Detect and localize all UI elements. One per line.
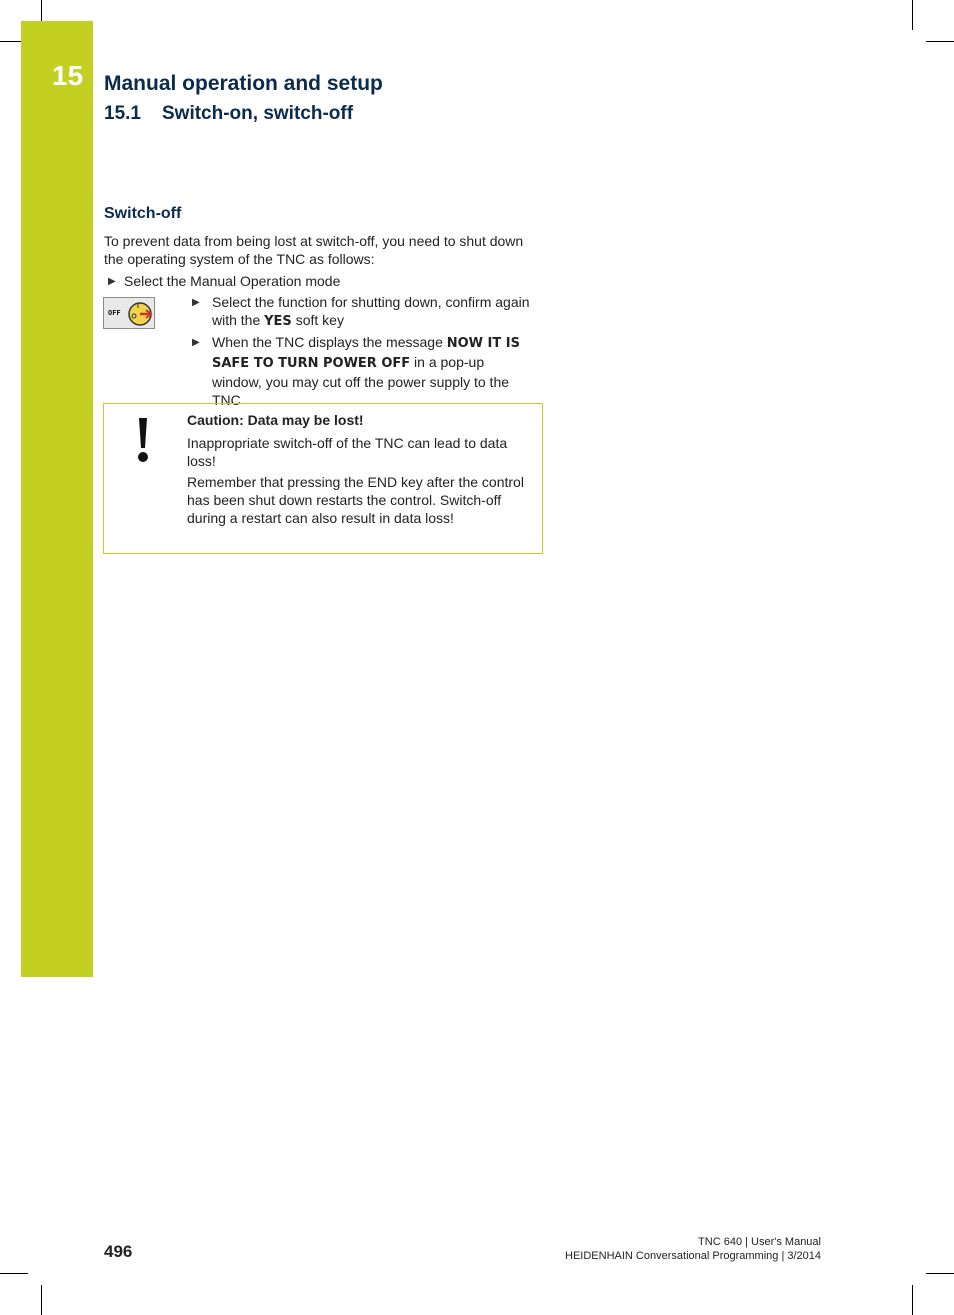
softkey-name: YES [264,314,292,329]
power-dial-icon [126,301,154,327]
system-message: NOW IT IS SAFE TO TURN POWER OFF [212,336,520,371]
arrow-right-icon: ▶ [192,337,200,348]
footer [565,1235,821,1263]
off-softkey-icon [103,297,155,329]
step-text: When the TNC displays the message NOW IT IS SAFE TO TURN POWER OFF in a pop-up window, you may cut off the power supply to the TNC [212,334,520,408]
page-number: 496 [104,1242,133,1261]
crop-mark [0,41,21,42]
crop-mark [0,1273,28,1274]
crop-mark [41,1285,42,1315]
step-text: Select the Manual Operation mode [124,273,341,289]
step-item [192,333,537,409]
crop-mark [926,1273,954,1274]
sub-heading: Switch-off [104,205,182,222]
crop-mark [912,1285,913,1315]
softkey-label: OFF [108,309,121,317]
chapter-sidebar [21,21,93,977]
section-title-text: Switch-on, switch-off [162,103,354,124]
footer-line: HEIDENHAIN Conversational Programming | 3/2014 [565,1250,821,1262]
arrow-right-icon: ▶ [108,276,116,287]
caution-box [103,403,543,554]
intro-paragraph: To prevent data from being lost at switch-off, you need to shut down the operating system of the TNC as follows: [104,233,524,267]
crop-mark [926,41,954,42]
exclamation-icon [136,418,150,464]
crop-mark [912,0,913,30]
step-text: Select the function for shutting down, confirm again with the YES soft key [212,294,530,329]
crop-mark [41,0,42,21]
chapter-title: Manual operation and setup [104,72,383,95]
footer-line: TNC 640 | User's Manual [698,1236,821,1248]
step-item [192,293,532,331]
section-number: 15.1 [104,103,141,124]
step-item [108,272,528,290]
caution-paragraph: Remember that pressing the END key after the control has been shut down restarts the control. Switch-off during a restart can also result in data loss! [187,474,524,526]
caution-title: Caution: Data may be lost! [187,412,364,428]
arrow-right-icon: ▶ [192,297,200,308]
caution-divider [185,404,186,553]
caution-paragraph: Inappropriate switch-off of the TNC can lead to data loss! [187,435,508,469]
chapter-number: 15 [52,60,84,91]
section-title [104,103,353,125]
